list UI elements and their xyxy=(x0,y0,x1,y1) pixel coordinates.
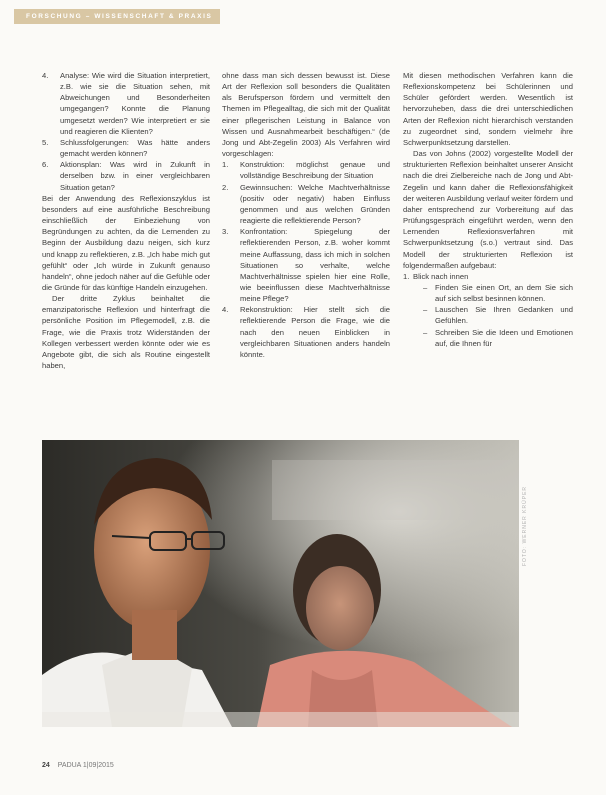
paragraph: ohne dass man sich dessen bewusst ist. Diese Art der Reflexion soll besonders die Qualitäten als Berufsperson fördern und vermittelt den Themen im Pflegealltag, die sich mit der Qualität einer pflegerischen Leistung in Balance von Wissen und Ausnahmearbeit beschäftigen.“ (de Jong und Abt-Zegelin 2003) Als Verfahren wird vorgeschlagen: xyxy=(222,71,390,159)
section-label: FORSCHUNG – WISSENSCHAFT & PRAXIS xyxy=(14,9,220,24)
reflection-cycle-list xyxy=(42,70,210,193)
list-item: 6. Aktionsplan: Was wird in Zukunft in derselben bzw. in einer vergleichbaren Situation getan? xyxy=(42,160,210,192)
text-column-2 xyxy=(222,70,390,360)
text-column-3 xyxy=(403,70,573,349)
paragraph: Mit diesen methodischen Verfahren kann die Reflexionskompetenz bei Schülerinnen und Schüler gefördert werden. Wesentlich ist hervorzuheben, dass die drei unterschiedlichen Arten der Reflexion nicht hierarchisch verstanden zu zugeordnet sind, sondern vielmehr ihre Schwerpunktsetzung darstellen. xyxy=(403,71,573,147)
list-item: 1. Blick nach innen – Finden Sie einen Ort, an dem Sie sich auf sich selbst besinnen können. – Lauschen Sie Ihren Gedanken und Gefühlen. – Schreiben Sie die Ideen und Emotionen auf, die Ihnen für xyxy=(403,271,573,348)
list-item: – Finden Sie einen Ort, an dem Sie sich auf sich selbst besinnen können. xyxy=(423,282,573,304)
list-item: – Lauschen Sie Ihren Gedanken und Gefühlen. xyxy=(423,305,573,326)
page-footer xyxy=(42,762,114,769)
list-item: 5. Schlussfolgerungen: Was hätte anders gemacht werden können? xyxy=(42,137,210,159)
list-item: 2. Gewinnsuchen: Welche Machtverhältnisse (positiv oder negativ) haben Einfluss genommen und aus welchen Gründen reagierte die reflektierende Person? xyxy=(222,182,390,226)
model-steps-list xyxy=(403,271,573,349)
list-item: 4. Rekonstruktion: Hier stellt sich die reflektierende Person die Frage, wie die nach den neuen Einblicken in vergleichbaren Situationen anders handeln könnte. xyxy=(222,305,390,359)
journal-name: PADUA 1|09|2015 xyxy=(57,762,114,769)
header-band xyxy=(0,0,606,26)
procedure-list xyxy=(222,159,390,360)
sub-list xyxy=(413,282,573,349)
list-item: 3. Konfrontation: Spiegelung der reflektierenden Person, z.B. woher kommt meine Auffassung, dass ich mich in solchen Situationen so verhalte, welche Machtverhältnisse spielen hier eine Rolle, wie beeinflussen diese Machtverhältnisse meine Pflege? xyxy=(222,227,390,304)
list-item: – Schreiben Sie die Ideen und Emotionen auf, die Ihnen für xyxy=(423,327,573,348)
paragraph: Der dritte Zyklus beinhaltet die emanzipatorische Reflexion und hinterfragt die persönliche Position im Pflegemodell, z.B. die Frage, wie die Praxis trotz Widerständen der Kollegen verbessert werden könnte oder wie es Angebote gibt, die sich als Routine eingestellt haben, xyxy=(42,294,210,371)
paragraph: Das von Johns (2002) vorgestellte Modell der strukturierten Reflexion beinhaltet unserer Ansicht nach die drei Zielbereiche nach de Jong und Abt-Zegelin und kann daher die Reflexionsfähigkeit der weiteren Ausbildung verlauf weiter fördern und daher entsprechend zur Vorbereitung auf das Prüfungsgespräch eingeführt werden, wenn den Lernenden Reflexionsverfahren mit Schwerpunktsetzung (s.o.) vertraut sind. Das Modell der strukturierten Reflexion ist folgendermaßen aufgebaut: xyxy=(403,149,573,270)
list-item: 1. Konstruktion: möglichst genaue und vollständige Beschreibung der Situation xyxy=(222,160,390,181)
page-number: 24 xyxy=(42,762,50,769)
photo-credit: FOTO: WERNER KRÜPER xyxy=(522,485,528,566)
photo-illustration xyxy=(42,440,519,727)
text-column-1 xyxy=(42,70,210,371)
paragraph: Bei der Anwendung des Reflexionszyklus ist besonders auf eine ausführliche Beschreibung einschließlich der Einbeziehung von Begründungen zu achten, da die Lernenden zu Beginn der Ausbildung dazu neigen, sich kurz und knapp zu reflektieren, z.B. „Ich habe mich gut gefühlt“ oder „Ich würde in Zukunft genauso handeln“, ohne jedoch näher auf die Gefühle oder die Gründe für das künftige Handeln einzugehen. xyxy=(42,193,210,292)
article-photo xyxy=(42,440,519,727)
list-item: 4. Analyse: Wie wird die Situation interpretiert, z.B. wie sie die Situation sehen, mit Abweichungen und Besonderheiten umgegangen? Konnte die Planung umgesetzt werden? Wie interpretiert er sie und reagieren die Klienten? xyxy=(42,71,210,136)
